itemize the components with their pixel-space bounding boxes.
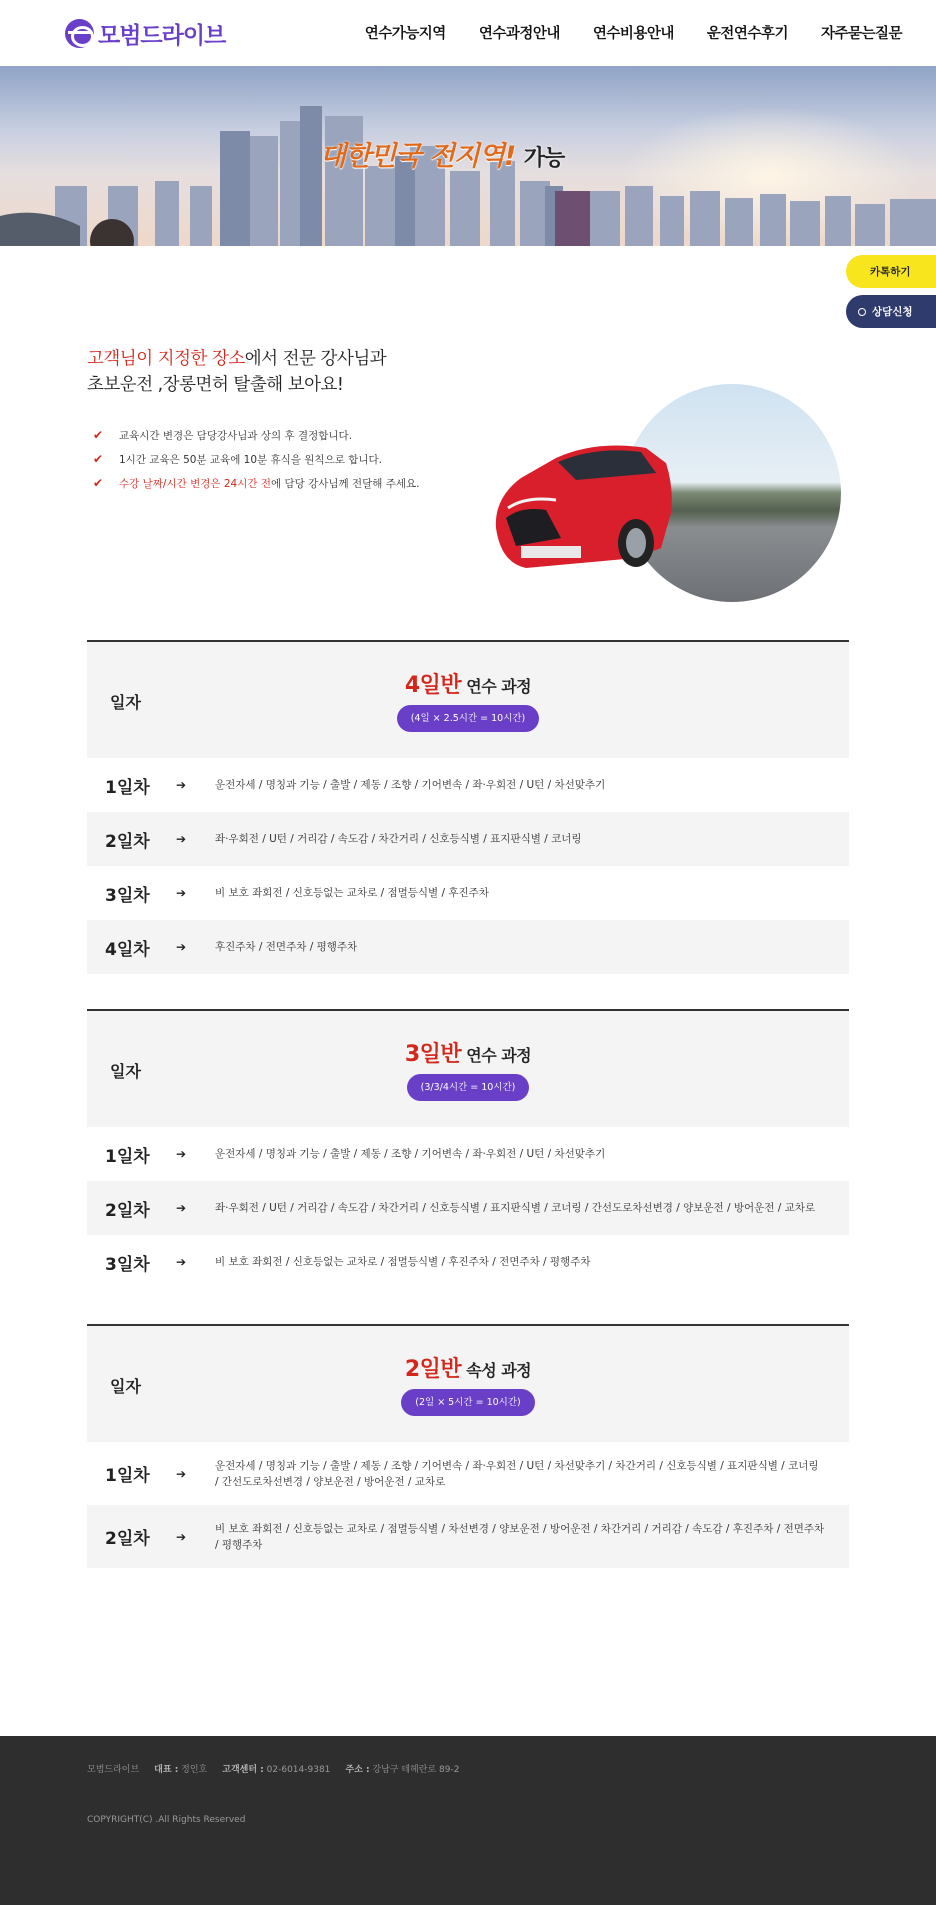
course-table-4day xyxy=(87,640,849,974)
nav-item-faq[interactable]: 자주묻는질문 xyxy=(820,26,902,42)
course-title xyxy=(87,668,849,699)
course-row-desc: 운전자세 / 명칭과 기능 / 출발 / 제동 / 조향 / 기어변속 / 좌·우회전 / U턴 / 차선맞추기 xyxy=(215,1148,606,1160)
arrow-right-icon: ➔ xyxy=(176,940,187,954)
course-hours-text: (2일 × 5시간 = 10시간) xyxy=(401,1389,534,1416)
course-row-day: 3일차 xyxy=(105,885,150,906)
arrow-right-icon: ➔ xyxy=(176,1529,187,1544)
course-title xyxy=(87,1037,849,1068)
consult-request-button[interactable] xyxy=(846,295,936,328)
course-header xyxy=(87,640,849,758)
course-title-rest: 연수 과정 xyxy=(466,677,532,696)
course-row-desc: 후진주차 / 전면주차 / 평행주차 xyxy=(215,941,358,953)
course-row xyxy=(87,866,849,920)
course-row xyxy=(87,1235,849,1289)
course-row-desc: 비 보호 좌회전 / 신호등없는 교차로 / 점멸등식별 / 차선변경 / 양보운전 / 방어운전 / 차간거리 / 거리감 / 속도감 / 후진주차 / 전면주차 / 평행주차 xyxy=(215,1522,825,1551)
course-row-day: 2일차 xyxy=(105,831,150,852)
notice-item xyxy=(93,423,420,447)
notice-text: 1시간 교육은 50분 교육에 10분 휴식을 원칙으로 합니다. xyxy=(119,453,382,466)
course-hours-badge xyxy=(87,1389,849,1416)
course-title-highlight: 2일반 xyxy=(404,1357,462,1382)
notice-text: 에 담당 강사님께 전달해 주세요. xyxy=(270,477,420,490)
course-hours-badge xyxy=(87,705,849,732)
course-header xyxy=(87,1009,849,1127)
check-icon: ✔ xyxy=(93,428,104,442)
check-icon: ✔ xyxy=(93,476,104,490)
kakao-chat-label: 카톡하기 xyxy=(870,266,911,278)
footer-center xyxy=(222,1762,330,1775)
footer-address xyxy=(345,1762,459,1775)
footer-company: 모범드라이브 xyxy=(87,1765,140,1775)
course-hours-text: (4일 × 2.5시간 = 10시간) xyxy=(397,705,540,732)
course-row-desc: 운전자세 / 명칭과 기능 / 출발 / 제동 / 조향 / 기어변속 / 좌·우회전 / U턴 / 차선맞추기 / 차간거리 / 신호등식별 / 표지판식별 / 코너링 / 간선도로차선변경 / 양보운전 / 방어운전 / 교차로 xyxy=(215,1459,819,1488)
footer-address-label: 주소 : xyxy=(345,1765,370,1775)
check-icon: ✔ xyxy=(93,452,104,466)
course-row-day: 1일차 xyxy=(105,1146,150,1167)
arrow-right-icon: ➔ xyxy=(176,1466,187,1481)
course-title-rest: 속성 과정 xyxy=(466,1361,532,1380)
course-table-2day xyxy=(87,1324,849,1568)
notice-highlight: 수강 날짜/시간 변경은 24시간 전 xyxy=(119,477,271,490)
logo-icon xyxy=(65,19,94,48)
course-row-day: 1일차 xyxy=(105,1466,150,1486)
notice-text: 교육시간 변경은 담당강사님과 상의 후 결정합니다. xyxy=(119,429,353,442)
banner-title-highlight: 대한민국 전지역! xyxy=(320,141,516,172)
arrow-right-icon: ➔ xyxy=(176,1147,187,1161)
notice-item xyxy=(93,447,420,471)
footer-ceo-label: 대표 : xyxy=(154,1765,179,1775)
course-header xyxy=(87,1324,849,1442)
intro-headline-rest: 에서 전문 강사님과 xyxy=(244,349,387,369)
notice-item xyxy=(93,471,420,495)
course-title-highlight: 3일반 xyxy=(404,1042,462,1067)
intro-headline xyxy=(87,346,386,398)
arrow-right-icon: ➔ xyxy=(176,832,187,846)
arrow-right-icon: ➔ xyxy=(176,1255,187,1269)
course-row-desc: 좌·우회전 / U턴 / 거리감 / 속도감 / 차간거리 / 신호등식별 / 표지판식별 / 코너링 xyxy=(215,833,582,845)
course-row xyxy=(87,1505,849,1568)
main-nav xyxy=(365,22,902,43)
footer-center-value: 02-6014-9381 xyxy=(266,1765,331,1775)
banner-title-rest: 가능 xyxy=(523,146,565,171)
intro-headline-highlight: 고객님이 지정한 장소 xyxy=(87,349,245,369)
banner-title xyxy=(320,134,564,173)
course-row xyxy=(87,758,849,812)
nav-item-courses[interactable]: 연수과정안내 xyxy=(478,26,560,42)
footer-address-value: 강남구 테헤란로 89-2 xyxy=(372,1765,460,1775)
site-footer xyxy=(0,1736,936,1905)
day-column-header: 일자 xyxy=(110,1376,141,1396)
course-row xyxy=(87,1442,849,1505)
hero-banner xyxy=(0,66,936,246)
consult-request-label: 상담신청 xyxy=(872,306,913,318)
course-title xyxy=(87,1352,849,1383)
footer-company-info xyxy=(87,1762,459,1775)
course-row xyxy=(87,812,849,866)
course-row xyxy=(87,1127,849,1181)
nav-item-reviews[interactable]: 운전연수후기 xyxy=(706,26,788,42)
footer-ceo-value: 정인호 xyxy=(181,1765,208,1775)
footer-copyright: COPYRIGHT(C) .All Rights Reserved xyxy=(87,1815,246,1825)
footer-ceo xyxy=(154,1762,207,1775)
arrow-right-icon: ➔ xyxy=(176,886,187,900)
logo[interactable] xyxy=(65,17,225,49)
site-header xyxy=(0,0,936,66)
course-row-day: 3일차 xyxy=(105,1254,150,1275)
course-row-desc: 비 보호 좌회전 / 신호등없는 교차로 / 점멸등식별 / 후진주차 / 전면주차 / 평행주차 xyxy=(215,1256,591,1268)
day-column-header: 일자 xyxy=(110,1061,141,1081)
course-hours-badge xyxy=(87,1074,849,1101)
arrow-right-icon: ➔ xyxy=(176,778,187,792)
kakao-chat-button[interactable] xyxy=(846,255,936,288)
course-title-highlight: 4일반 xyxy=(404,673,462,698)
course-row xyxy=(87,1181,849,1235)
course-title-rest: 연수 과정 xyxy=(466,1046,532,1065)
course-row-desc: 좌·우회전 / U턴 / 거리감 / 속도감 / 차간거리 / 신호등식별 / 표지판식별 / 코너링 / 간선도로차선변경 / 양보운전 / 방어운전 / 교차로 xyxy=(215,1202,816,1214)
course-row xyxy=(87,920,849,974)
footer-center-label: 고객센터 : xyxy=(222,1765,264,1775)
red-car-image xyxy=(486,418,676,590)
nav-item-regions[interactable]: 연수가능지역 xyxy=(364,26,446,42)
circle-icon xyxy=(858,308,866,316)
course-row-desc: 운전자세 / 명칭과 기능 / 출발 / 제동 / 조향 / 기어변속 / 좌·우회전 / U턴 / 차선맞추기 xyxy=(215,779,606,791)
course-row-day: 2일차 xyxy=(105,1529,150,1549)
notice-list xyxy=(93,423,420,495)
arrow-right-icon: ➔ xyxy=(176,1201,187,1215)
course-row-day: 1일차 xyxy=(105,777,150,798)
day-column-header: 일자 xyxy=(110,692,141,712)
logo-text: 모범드라이브 xyxy=(98,22,226,49)
course-row-day: 2일차 xyxy=(105,1200,150,1221)
course-row-desc: 비 보호 좌회전 / 신호등없는 교차로 / 점멸등식별 / 후진주차 xyxy=(215,887,489,899)
nav-item-pricing[interactable]: 연수비용안내 xyxy=(592,26,674,42)
course-table-3day xyxy=(87,1009,849,1289)
course-hours-text: (3/3/4시간 = 10시간) xyxy=(407,1074,530,1101)
intro-headline-line2: 초보운전 ,장롱면허 탈출해 보아요! xyxy=(87,375,344,395)
course-row-day: 4일차 xyxy=(105,939,150,960)
